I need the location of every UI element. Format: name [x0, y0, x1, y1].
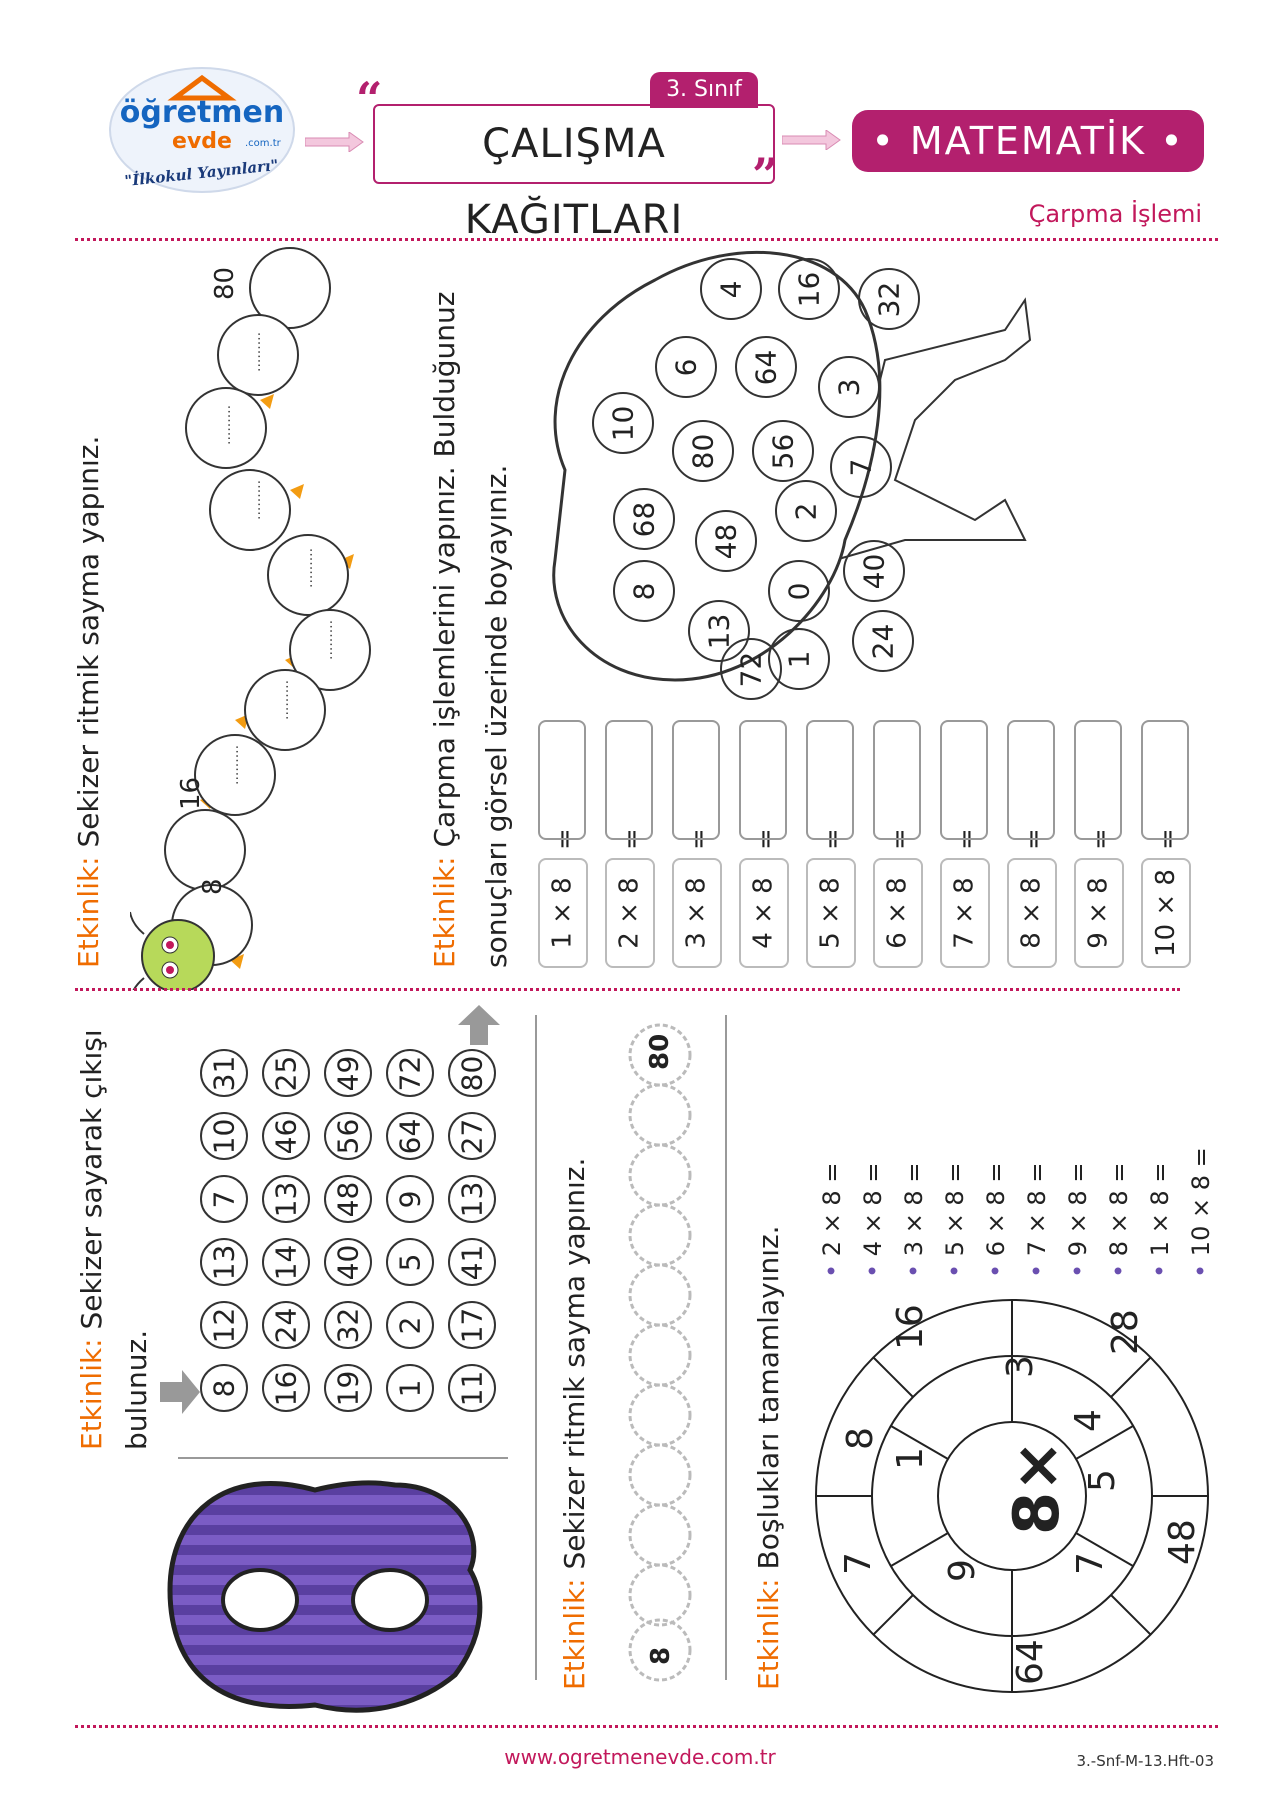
apple-text: 68 [627, 501, 661, 537]
apple-text: 56 [766, 433, 800, 469]
equation-text: 9 × 8 [1084, 877, 1114, 949]
equation [1141, 858, 1191, 968]
grid-cell-text: 24 [269, 1307, 303, 1343]
activity4-text: Sekizer ritmik sayma yapınız. [558, 1157, 591, 1570]
apple[interactable] [752, 420, 814, 482]
subject-label: MATEMATİK [909, 119, 1147, 163]
grid-cell[interactable] [200, 1238, 248, 1286]
apple[interactable] [613, 488, 675, 550]
equation [739, 858, 789, 968]
grid-cell[interactable] [262, 1049, 310, 1097]
grid-cell-text: 80 [455, 1055, 489, 1091]
caterpillar-blank[interactable]: ......... [248, 331, 264, 372]
activity3-instruction-line1 [75, 1029, 108, 1450]
equation [538, 858, 588, 968]
equation [940, 858, 990, 968]
grid-cell-text: 11 [455, 1370, 489, 1406]
grid-cell[interactable] [262, 1301, 310, 1349]
apple[interactable] [735, 336, 797, 398]
caterpillar-given-80: 80 [210, 266, 240, 300]
equation-text: 6 × 8 [883, 877, 913, 949]
grid-cell-text: 13 [455, 1181, 489, 1217]
caterpillar-blank[interactable]: ......... [300, 547, 316, 588]
grid-cell[interactable] [324, 1049, 372, 1097]
wheel-outer-number[interactable]: 48 [1162, 1519, 1203, 1565]
activity3-instruction-line2: bulunuz. [120, 1329, 153, 1450]
grid-cell-text: 48 [331, 1181, 365, 1217]
apple[interactable] [778, 258, 840, 320]
activity2-instruction-line1 [428, 292, 461, 969]
multiplication-list-item[interactable] [859, 1163, 887, 1278]
grid-cell[interactable] [262, 1112, 310, 1160]
grade-tab: 3. Sınıf [650, 72, 758, 108]
logo-main: öğretmen [119, 95, 285, 130]
equation [672, 858, 722, 968]
wheel-inner-number[interactable]: 5 [1082, 1469, 1123, 1492]
activity-label: Etkinlik: [428, 856, 461, 968]
multiplication-list-item[interactable] [1146, 1163, 1174, 1278]
grid-cell[interactable] [448, 1301, 496, 1349]
apple-text: 16 [792, 271, 826, 307]
ring-end-value: 80 [645, 1033, 675, 1070]
arrow-icon [782, 130, 842, 150]
apple-text: 0 [782, 582, 816, 600]
grid-cell[interactable] [386, 1301, 434, 1349]
grid-cell[interactable] [324, 1301, 372, 1349]
logo-sub: evde [172, 129, 232, 154]
activity2-text: Çarpma işlemlerini yapınız. Bulduğunuz [428, 291, 461, 848]
grid-cell[interactable] [386, 1049, 434, 1097]
wheel-inner-number[interactable]: 4 [1068, 1409, 1109, 1432]
grid-cell[interactable] [200, 1301, 248, 1349]
equation [806, 858, 856, 968]
bullet-icon: • [859, 1256, 887, 1278]
grid-cell[interactable] [448, 1175, 496, 1223]
ring-start-value: 8 [646, 1646, 676, 1665]
equation-text: 1 × 8 [548, 877, 578, 949]
wheel-inner-number[interactable]: 7 [1070, 1552, 1111, 1575]
divider [178, 1457, 508, 1459]
caterpillar-illustration [130, 240, 420, 990]
equation-text: 3 × 8 [682, 877, 712, 949]
grid-cell[interactable] [324, 1238, 372, 1286]
wheel-outer-number[interactable]: 8 [840, 1427, 881, 1450]
logo-domain: .com.tr [245, 138, 281, 149]
multiplication-list-text: 10 × 8 = [1187, 1147, 1215, 1257]
apple[interactable] [858, 268, 920, 330]
apple[interactable] [775, 480, 837, 542]
apple-text: 13 [702, 613, 736, 649]
answer-box[interactable] [605, 720, 653, 840]
equals-sign: = [1153, 828, 1183, 850]
logo-tagline: "İlkokul Yayınları" [123, 155, 280, 191]
equals-sign: = [1019, 828, 1049, 850]
publisher-logo [105, 60, 300, 210]
wheel-center-operator: 8× [1000, 1439, 1073, 1535]
activity-label: Etkinlik: [558, 1578, 591, 1690]
grid-cell-text: 10 [207, 1118, 241, 1154]
apple[interactable] [830, 436, 892, 498]
apple-text: 48 [709, 523, 743, 559]
grid-cell-text: 5 [393, 1253, 427, 1271]
equals-sign: = [617, 828, 647, 850]
activity5-text: Boşlukları tamamlayınız. [752, 1225, 785, 1570]
multiplication-list-text: 7 × 8 = [1023, 1162, 1051, 1257]
caterpillar-given-8: 8 [198, 878, 228, 895]
equals-sign: = [885, 828, 915, 850]
open-quote-icon: “ [356, 72, 383, 126]
grid-cell-text: 25 [269, 1055, 303, 1091]
grid-cell[interactable] [324, 1112, 372, 1160]
grid-cell[interactable] [386, 1112, 434, 1160]
grid-cell[interactable] [448, 1049, 496, 1097]
bullet-icon: • [941, 1256, 969, 1278]
answer-box[interactable] [873, 720, 921, 840]
grid-cell[interactable] [386, 1175, 434, 1223]
activity1-instruction [72, 436, 105, 968]
grid-cell-text: 2 [393, 1316, 427, 1334]
equation [873, 858, 923, 968]
caterpillar-blank[interactable]: ......... [248, 479, 264, 520]
grid-cell-text: 1 [393, 1379, 427, 1397]
equation [1007, 858, 1057, 968]
wheel-inner-number[interactable]: 9 [942, 1559, 983, 1582]
caterpillar-blank[interactable]: ......... [276, 679, 292, 720]
grid-cell-text: 9 [393, 1190, 427, 1208]
apple-text: 2 [789, 502, 823, 520]
equation-text: 10 × 8 [1151, 869, 1182, 957]
answer-box[interactable] [739, 720, 787, 840]
grid-cell-text: 46 [269, 1118, 303, 1154]
apple-text: 3 [832, 378, 866, 396]
apple[interactable] [695, 510, 757, 572]
apple-text: 4 [714, 280, 748, 298]
bullet-icon: • [900, 1256, 928, 1278]
caterpillar-blank[interactable]: ......... [320, 619, 336, 660]
grid-cell[interactable] [386, 1238, 434, 1286]
grid-cell[interactable] [200, 1112, 248, 1160]
grid-cell-text: 7 [207, 1190, 241, 1208]
equals-sign: = [550, 828, 580, 850]
apple-text: 32 [872, 281, 906, 317]
grid-cell-text: 40 [331, 1244, 365, 1280]
bullet-icon: • [1187, 1256, 1215, 1278]
grid-cell-text: 49 [331, 1055, 365, 1091]
multiplication-list-item[interactable] [1187, 1147, 1215, 1278]
equation-text: 5 × 8 [816, 877, 846, 949]
grid-cell[interactable] [386, 1364, 434, 1412]
multiplication-list-item[interactable] [1105, 1163, 1133, 1278]
answer-box[interactable] [940, 720, 988, 840]
wheel-outer-number[interactable]: 64 [1010, 1639, 1051, 1685]
multiplication-list-item[interactable] [900, 1163, 928, 1278]
grid-cell-text: 12 [207, 1307, 241, 1343]
number-eight-illustration [165, 1475, 485, 1720]
grid-cell[interactable] [200, 1049, 248, 1097]
apple[interactable] [720, 638, 782, 700]
activity-label: Etkinlik: [75, 1338, 108, 1450]
grid-cell[interactable] [448, 1364, 496, 1412]
apple[interactable] [768, 560, 830, 622]
caterpillar-blank[interactable]: ......... [218, 404, 234, 445]
wheel-outer-number[interactable]: 7 [838, 1552, 879, 1575]
grid-cell-text: 8 [207, 1379, 241, 1397]
answer-box[interactable] [1141, 720, 1189, 840]
grid-cell-text: 64 [393, 1118, 427, 1154]
equals-sign: = [1086, 828, 1116, 850]
multiplication-list-text: 5 × 8 = [941, 1162, 969, 1257]
page-title: ÇALIŞMA KAĞITLARI [373, 104, 775, 184]
multiplication-list-item[interactable] [818, 1163, 846, 1278]
grid-cell-text: 13 [269, 1181, 303, 1217]
arrow-icon [305, 132, 365, 152]
multiplication-list-item[interactable] [941, 1163, 969, 1278]
equation-text: 8 × 8 [1017, 877, 1047, 949]
apple[interactable] [843, 540, 905, 602]
bullet-icon: • [1064, 1256, 1092, 1278]
grid-cell-text: 31 [207, 1055, 241, 1091]
apple-text: 10 [606, 405, 640, 441]
activity3-text: Sekizer sayarak çıkışı [75, 1029, 108, 1330]
footer-code: 3.-Snf-M-13.Hft-03 [1076, 1752, 1214, 1770]
wheel-inner-number[interactable]: 3 [1000, 1355, 1041, 1378]
divider [725, 1015, 727, 1680]
answer-box[interactable] [538, 720, 586, 840]
grid-cell[interactable] [324, 1364, 372, 1412]
multiplication-list-text: 1 × 8 = [1146, 1162, 1174, 1257]
grid-cell-text: 16 [269, 1370, 303, 1406]
apple-text: 24 [866, 623, 900, 659]
grid-cell[interactable] [448, 1238, 496, 1286]
apple[interactable] [592, 392, 654, 454]
equals-sign: = [818, 828, 848, 850]
equation-text: 7 × 8 [950, 877, 980, 949]
equation [1074, 858, 1124, 968]
multiplication-list-text: 9 × 8 = [1064, 1162, 1092, 1257]
grid-cell[interactable] [448, 1112, 496, 1160]
activity5-instruction [752, 1225, 785, 1690]
grid-cell-text: 13 [207, 1244, 241, 1280]
multiplication-list-item[interactable] [982, 1163, 1010, 1278]
equals-sign: = [684, 828, 714, 850]
answer-box[interactable] [806, 720, 854, 840]
multiplication-list-item[interactable] [1023, 1163, 1051, 1278]
exit-arrow-icon [458, 1005, 500, 1045]
grid-cell-text: 72 [393, 1055, 427, 1091]
equation [605, 858, 655, 968]
grid-cell[interactable] [200, 1175, 248, 1223]
bullet-icon: • [1023, 1256, 1051, 1278]
activity1-text: Sekizer ritmik sayma yapınız. [72, 435, 105, 848]
multiplication-list-text: 3 × 8 = [900, 1162, 928, 1257]
apple[interactable] [655, 336, 717, 398]
subject-badge: • MATEMATİK • [852, 110, 1204, 172]
apple-text: 7 [844, 458, 878, 476]
wheel-outer-number[interactable]: 28 [1105, 1309, 1146, 1355]
multiplication-list-text: 4 × 8 = [859, 1162, 887, 1257]
grid-cell[interactable] [200, 1364, 248, 1412]
apple-text: 64 [749, 349, 783, 385]
multiplication-list-text: 2 × 8 = [818, 1162, 846, 1257]
apple[interactable] [700, 258, 762, 320]
equation-text: 2 × 8 [615, 877, 645, 949]
activity2-instruction-line2: sonuçları görsel üzerinde boyayınız. [480, 464, 513, 968]
caterpillar-blank[interactable]: ......... [226, 744, 242, 785]
topic-label: Çarpma İşlemi [1028, 200, 1202, 228]
counting-rings [625, 1015, 695, 1685]
grid-cell-text: 19 [331, 1370, 365, 1406]
footer-url[interactable]: www.ogretmenevde.com.tr [504, 1745, 776, 1769]
wheel-inner-number[interactable]: 1 [890, 1447, 931, 1470]
bullet-icon: • [1146, 1256, 1174, 1278]
answer-box[interactable] [672, 720, 720, 840]
grid-cell[interactable] [262, 1238, 310, 1286]
bullet-icon: • [1105, 1256, 1133, 1278]
answer-box[interactable] [1074, 720, 1122, 840]
close-quote-icon: ” [752, 148, 779, 202]
grid-cell-text: 14 [269, 1244, 303, 1280]
bullet-icon: • [982, 1256, 1010, 1278]
grid-cell-text: 41 [455, 1244, 489, 1280]
equals-sign: = [952, 828, 982, 850]
apple-text: 6 [669, 358, 703, 376]
equals-sign: = [751, 828, 781, 850]
apple[interactable] [818, 356, 880, 418]
grid-cell-text: 32 [331, 1307, 365, 1343]
apple[interactable] [672, 420, 734, 482]
equation-text: 4 × 8 [749, 877, 779, 949]
apple-text: 8 [627, 582, 661, 600]
start-arrow-icon [160, 1370, 200, 1414]
caterpillar-given-16: 16 [176, 776, 206, 810]
grid-cell-text: 56 [331, 1118, 365, 1154]
activity-label: Etkinlik: [72, 856, 105, 968]
apple-text: 1 [782, 650, 816, 668]
grid-cell[interactable] [262, 1364, 310, 1412]
divider [75, 1725, 1218, 1728]
divider [75, 988, 1180, 991]
grid-cell-text: 27 [455, 1118, 489, 1154]
apple-text: 72 [734, 651, 768, 687]
apple[interactable] [613, 560, 675, 622]
multiplication-list-item[interactable] [1064, 1163, 1092, 1278]
multiplication-list-text: 8 × 8 = [1105, 1162, 1133, 1257]
wheel-outer-number[interactable]: 16 [890, 1304, 931, 1350]
divider [535, 1015, 537, 1680]
answer-box[interactable] [1007, 720, 1055, 840]
apple-text: 40 [857, 553, 891, 589]
bullet-icon: • [818, 1256, 846, 1278]
multiplication-list-text: 6 × 8 = [982, 1162, 1010, 1257]
activity4-instruction [558, 1158, 591, 1690]
apple[interactable] [852, 610, 914, 672]
activity-label: Etkinlik: [752, 1578, 785, 1690]
grid-cell-text: 17 [455, 1307, 489, 1343]
apple-text: 80 [686, 433, 720, 469]
grid-cell[interactable] [262, 1175, 310, 1223]
grid-cell[interactable] [324, 1175, 372, 1223]
